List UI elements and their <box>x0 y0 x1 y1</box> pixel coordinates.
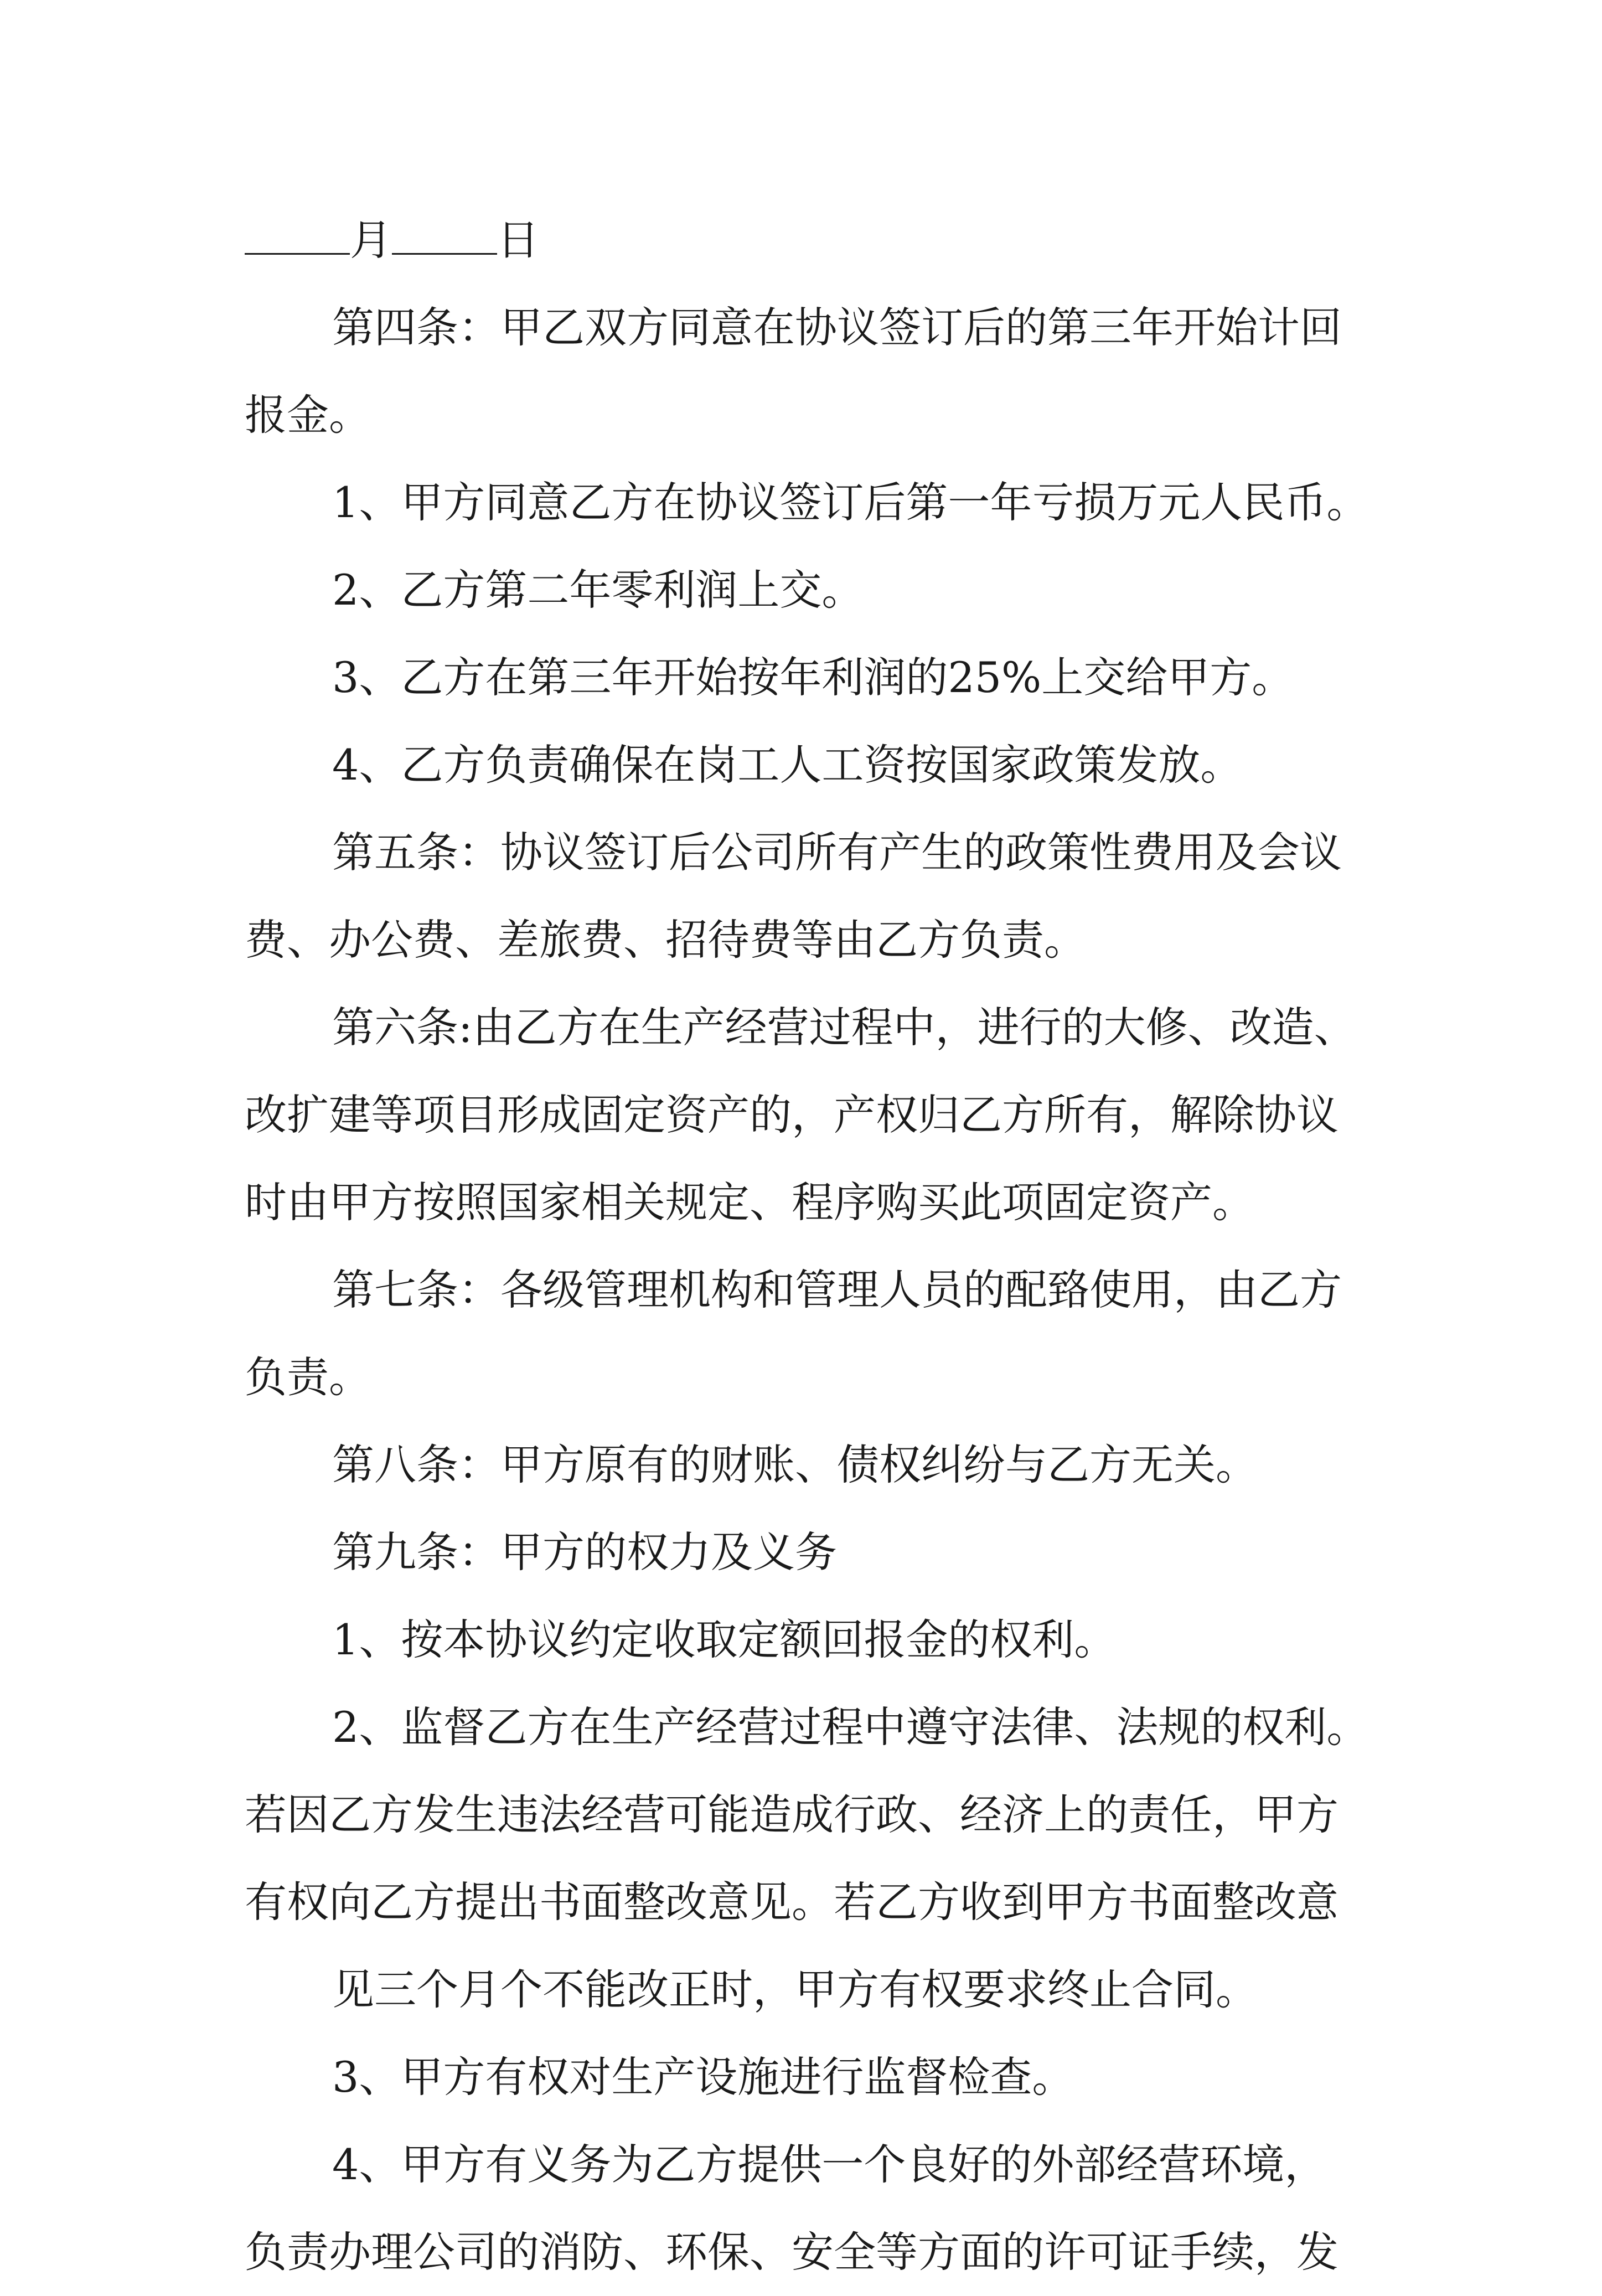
text-line: 2、监督乙方在生产经营过程中遵守法律、法规的权利。 <box>332 1702 1369 1752</box>
text-line: 负责办理公司的消防、环保、安全等方面的许可证手续，发 <box>245 2227 1339 2277</box>
date-line <box>245 197 1368 284</box>
month-label: 月 <box>350 215 392 265</box>
paragraph-lines <box>245 284 1368 2296</box>
text-line: 时由甲方按照国家相关规定、程序购买此项固定资产。 <box>245 1178 1254 1227</box>
text-line: 第九条：甲方的权力及义务 <box>332 1528 837 1577</box>
text-line: 第五条：协议签订后公司所有产生的政策性费用及会议 <box>332 828 1342 877</box>
month-blank <box>245 220 350 255</box>
text-line: 第八条：甲方原有的财账、债权纠纷与乙方无关。 <box>332 1440 1258 1489</box>
text-line: 若因乙方发生违法经营可能造成行政、经济上的责任，甲方 <box>245 1790 1339 1839</box>
day-blank <box>392 220 497 255</box>
text-line: 负责。 <box>245 1353 371 1402</box>
text-line: 2、乙方第二年零利润上交。 <box>332 565 864 615</box>
text-line: 4、甲方有义务为乙方提供一个良好的外部经营环境， <box>332 2140 1327 2189</box>
text-line: 第七条：各级管理机构和管理人员的配臵使用，由乙方 <box>332 1265 1342 1314</box>
text-line: 有权向乙方提出书面整改意见。若乙方收到甲方书面整改意 <box>245 1877 1339 1927</box>
text-line: 3、乙方在第三年开始按年利润的25%上交给甲方。 <box>332 653 1294 702</box>
text-line: 第四条：甲乙双方同意在协议签订后的第三年开始计回 <box>332 303 1342 352</box>
text-line: 费、办公费、差旅费、招待费等由乙方负责。 <box>245 915 1086 964</box>
document-body <box>245 197 1368 2296</box>
day-label: 日 <box>497 215 539 265</box>
text-line: 见三个月个不能改正时，甲方有权要求终止合同。 <box>332 1965 1258 2014</box>
text-line: 3、甲方有权对生产设施进行监督检查。 <box>332 2052 1074 2102</box>
text-line: 4、乙方负责确保在岗工人工资按国家政策发放。 <box>332 740 1243 790</box>
text-line: 报金。 <box>245 390 371 440</box>
text-line: 第六条:由乙方在生产经营过程中，进行的大修、改造、 <box>332 1003 1356 1052</box>
text-line: 1、按本协议约定收取定额回报金的权利。 <box>332 1615 1117 1664</box>
text-line: 1、甲方同意乙方在协议签订后第一年亏损万元人民币。 <box>332 478 1369 527</box>
text-line: 改扩建等项目形成固定资产的，产权归乙方所有，解除协议 <box>245 1090 1339 1139</box>
